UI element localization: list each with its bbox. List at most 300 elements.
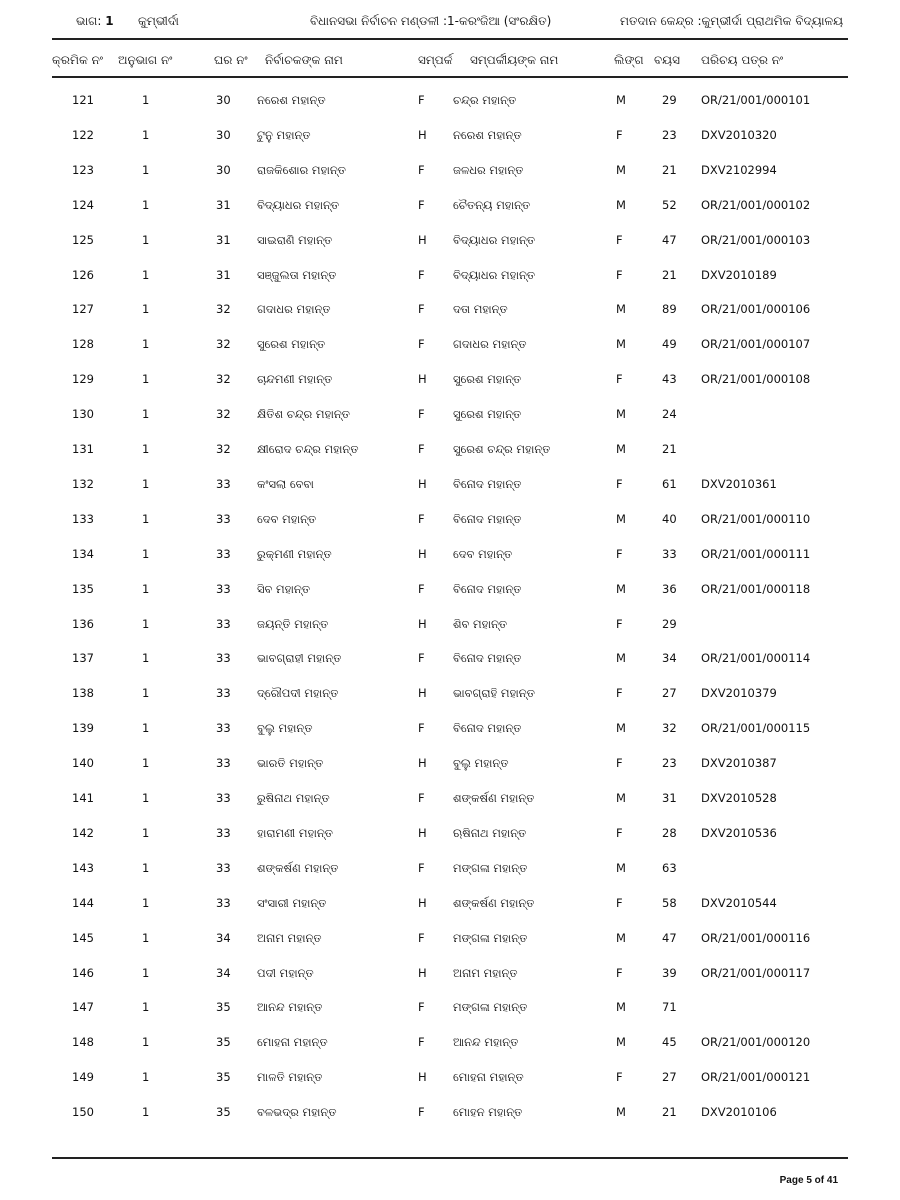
row-gender: F	[616, 267, 623, 282]
table-row	[0, 721, 900, 741]
row-age: 47	[662, 930, 677, 945]
row-serial: 127	[72, 302, 94, 317]
row-section: 1	[142, 476, 150, 491]
row-gender: M	[616, 93, 626, 107]
row-id-card: DXV2010189	[701, 267, 777, 282]
row-section: 1	[142, 127, 150, 142]
row-voter-name: ଭାବଗ୍ରାହୀ ମହାନ୍ତ	[257, 651, 342, 666]
row-section: 1	[142, 546, 150, 561]
row-relation: H	[418, 825, 427, 840]
row-serial: 135	[72, 581, 94, 596]
table-row	[0, 372, 900, 392]
row-age: 34	[662, 651, 677, 666]
row-voter-name: ଭାରତି ମହାନ୍ତ	[257, 756, 324, 771]
col-section-header: ଅନୁଭାଗ ନଂ	[118, 53, 173, 67]
row-age: 36	[662, 581, 677, 596]
row-id-card: OR/21/001/000120	[701, 1035, 811, 1050]
row-section: 1	[142, 1070, 150, 1085]
row-voter-name: କ୍ଷିତିଶ ଚନ୍ଦ୍ର ମହାନ୍ତ	[257, 407, 350, 422]
row-relation: F	[418, 651, 425, 666]
row-relative-name: ସୁରେଶ ଚନ୍ଦ୍ର ମହାନ୍ତ	[453, 442, 551, 456]
row-id-card: DXV2010361	[701, 476, 777, 491]
row-relation: F	[418, 860, 425, 875]
row-age: 47	[662, 232, 677, 247]
row-gender: F	[616, 232, 623, 247]
row-relation: H	[418, 232, 427, 247]
row-id-card: OR/21/001/000115	[701, 721, 811, 736]
row-house-no: 32	[216, 407, 231, 422]
row-age: 89	[662, 302, 677, 317]
row-serial: 145	[72, 930, 94, 945]
row-age: 61	[662, 476, 677, 491]
row-id-card: DXV2010320	[701, 127, 777, 142]
row-gender: F	[616, 965, 623, 980]
row-age: 21	[662, 267, 677, 282]
row-gender: F	[616, 616, 623, 631]
row-age: 29	[662, 93, 677, 107]
row-section: 1	[142, 232, 150, 247]
row-gender: M	[616, 791, 626, 805]
row-relative-name: ଦତା ମହାନ୍ତ	[453, 302, 508, 317]
col-name-header: ନିର୍ବାଚକଙ୍କ ନାମ	[265, 53, 343, 67]
row-voter-name: ସାଇରାଣି ମହାନ୍ତ	[257, 232, 333, 247]
row-relation: H	[418, 965, 427, 980]
table-row	[0, 93, 900, 113]
row-serial: 129	[72, 372, 94, 387]
row-id-card: OR/21/001/000103	[701, 232, 811, 247]
row-voter-name: ରାଜକିଶୋର ମହାନ୍ତ	[257, 162, 346, 177]
row-house-no: 32	[216, 442, 231, 456]
row-voter-name: ବୁଲୁ ମହାନ୍ତ	[257, 721, 313, 736]
table-row	[0, 302, 900, 322]
row-relation: F	[418, 442, 425, 456]
row-id-card: OR/21/001/000116	[701, 930, 811, 945]
table-row	[0, 1000, 900, 1020]
row-gender: M	[616, 1105, 626, 1120]
row-section: 1	[142, 895, 150, 910]
row-gender: M	[616, 930, 626, 945]
row-house-no: 32	[216, 372, 231, 387]
row-house-no: 33	[216, 860, 231, 875]
row-house-no: 33	[216, 721, 231, 736]
row-id-card: OR/21/001/000102	[701, 197, 811, 212]
row-gender: F	[616, 825, 623, 840]
row-relation: F	[418, 1035, 425, 1050]
row-voter-name: ଟୁନୁ ମହାନ୍ତ	[257, 127, 311, 142]
row-serial: 141	[72, 791, 94, 805]
table-row	[0, 896, 900, 916]
table-row	[0, 512, 900, 532]
row-serial: 139	[72, 721, 94, 736]
row-id-card: DXV2010528	[701, 791, 777, 805]
row-gender: F	[616, 546, 623, 561]
row-gender: F	[616, 686, 623, 701]
part-label-text: ଭାଗ:	[76, 14, 102, 28]
table-row	[0, 826, 900, 846]
row-section: 1	[142, 686, 150, 701]
row-relative-name: ବୁଲୁ ମହାନ୍ତ	[453, 756, 509, 771]
row-gender: M	[616, 197, 626, 212]
polling-station: ମତଦାନ କେନ୍ଦ୍ର :କୁମ୍ଭୀର୍ଦା ପ୍ରାଥମିକ ବିଦ୍ୟାଳୟ	[620, 14, 843, 28]
row-house-no: 35	[216, 1070, 231, 1085]
row-house-no: 33	[216, 511, 231, 526]
row-serial: 147	[72, 1000, 94, 1015]
row-relation: H	[418, 1070, 427, 1085]
table-row	[0, 198, 900, 218]
row-section: 1	[142, 825, 150, 840]
row-age: 45	[662, 1035, 677, 1050]
row-relation: F	[418, 93, 425, 107]
row-gender: M	[616, 162, 626, 177]
row-house-no: 34	[216, 965, 231, 980]
row-relative-name: ଶିବ ମହାନ୍ତ	[453, 616, 508, 631]
row-house-no: 32	[216, 337, 231, 352]
row-voter-name: ସଞ୍ଜୁଲତା ମହାନ୍ତ	[257, 267, 337, 282]
header-top-rule	[52, 38, 848, 40]
row-age: 23	[662, 127, 677, 142]
row-house-no: 31	[216, 197, 231, 212]
row-voter-name: ଚାନ୍ଦମଣୀ ମହାନ୍ତ	[257, 372, 333, 387]
row-voter-name: ସିବ ମହାନ୍ତ	[257, 581, 311, 596]
col-relation-header: ସମ୍ପର୍କ	[418, 53, 453, 67]
row-gender: M	[616, 651, 626, 666]
row-house-no: 33	[216, 686, 231, 701]
row-section: 1	[142, 860, 150, 875]
row-relative-name: ବିନୋଦ ମହାନ୍ତ	[453, 721, 522, 736]
row-gender: M	[616, 302, 626, 317]
row-relation: F	[418, 267, 425, 282]
row-voter-name: ମାଳତି ମହାନ୍ତ	[257, 1070, 323, 1085]
row-age: 32	[662, 721, 677, 736]
row-gender: M	[616, 337, 626, 352]
row-section: 1	[142, 372, 150, 387]
row-id-card: OR/21/001/000106	[701, 302, 811, 317]
row-section: 1	[142, 442, 150, 456]
row-serial: 134	[72, 546, 94, 561]
row-section: 1	[142, 1000, 150, 1015]
row-id-card: DXV2010106	[701, 1105, 777, 1120]
row-section: 1	[142, 1035, 150, 1050]
row-relation: H	[418, 616, 427, 631]
table-row	[0, 268, 900, 288]
row-age: 39	[662, 965, 677, 980]
table-row	[0, 407, 900, 427]
row-relative-name: ମଙ୍ଗଳା ମହାନ୍ତ	[453, 860, 528, 875]
row-relation: H	[418, 686, 427, 701]
row-voter-name: ଶଙ୍କର୍ଷଣ ମହାନ୍ତ	[257, 860, 339, 875]
row-relative-name: ଦେବ ମହାନ୍ତ	[453, 546, 513, 561]
column-header-rule	[52, 76, 848, 78]
row-relation: F	[418, 721, 425, 736]
table-row	[0, 477, 900, 497]
row-section: 1	[142, 511, 150, 526]
row-section: 1	[142, 267, 150, 282]
row-house-no: 30	[216, 162, 231, 177]
row-serial: 131	[72, 442, 94, 456]
row-id-card: DXV2010379	[701, 686, 777, 701]
row-relative-name: ଜଳଧର ମହାନ୍ତ	[453, 162, 524, 177]
row-serial: 123	[72, 162, 94, 177]
row-section: 1	[142, 616, 150, 631]
row-serial: 133	[72, 511, 94, 526]
row-voter-name: ବିଦ୍ୟାଧର ମହାନ୍ତ	[257, 197, 340, 212]
row-relation: F	[418, 791, 425, 805]
row-relation: H	[418, 372, 427, 387]
row-relative-name: ବିନୋଦ ମହାନ୍ତ	[453, 651, 522, 666]
row-relative-name: ବିନୋଦ ମହାନ୍ତ	[453, 476, 522, 491]
row-serial: 149	[72, 1070, 94, 1085]
constituency-title: ବିଧାନସଭା ନିର୍ବାଚନ ମଣ୍ଡଳୀ :1-କରଂଜିଆ (ସଂରକ୍ଷିତ)	[310, 14, 552, 28]
row-serial: 148	[72, 1035, 94, 1050]
row-house-no: 30	[216, 93, 231, 107]
row-section: 1	[142, 651, 150, 666]
row-serial: 132	[72, 476, 94, 491]
row-gender: F	[616, 372, 623, 387]
row-section: 1	[142, 721, 150, 736]
row-age: 33	[662, 546, 677, 561]
row-voter-name: ସୁରେଶ ମହାନ୍ତ	[257, 337, 326, 352]
table-row	[0, 233, 900, 253]
row-voter-name: ସଂସାରୀ ମହାନ୍ତ	[257, 895, 327, 910]
row-section: 1	[142, 93, 150, 107]
row-house-no: 31	[216, 267, 231, 282]
row-voter-name: ଅନାମ ମହାନ୍ତ	[257, 930, 322, 945]
row-relative-name: ମଙ୍ଗଳା ମହାନ୍ତ	[453, 1000, 528, 1015]
row-house-no: 33	[216, 791, 231, 805]
row-relation: F	[418, 337, 425, 352]
row-id-card: OR/21/001/000110	[701, 511, 811, 526]
row-section: 1	[142, 965, 150, 980]
row-relative-name: ବିନୋଦ ମହାନ୍ତ	[453, 511, 522, 526]
row-relative-name: ଗଦାଧର ମହାନ୍ତ	[453, 337, 527, 352]
row-age: 27	[662, 1070, 677, 1085]
row-relation: F	[418, 302, 425, 317]
row-house-no: 33	[216, 651, 231, 666]
row-serial: 137	[72, 651, 94, 666]
row-voter-name: ରୁଷିନାଥ ମହାନ୍ତ	[257, 791, 330, 805]
row-age: 43	[662, 372, 677, 387]
row-gender: F	[616, 127, 623, 142]
row-house-no: 30	[216, 127, 231, 142]
row-id-card: OR/21/001/000117	[701, 965, 811, 980]
row-serial: 122	[72, 127, 94, 142]
row-relation: F	[418, 930, 425, 945]
row-house-no: 31	[216, 232, 231, 247]
row-relation: F	[418, 407, 425, 422]
table-row	[0, 547, 900, 567]
table-row	[0, 651, 900, 671]
row-gender: F	[616, 895, 623, 910]
row-house-no: 35	[216, 1000, 231, 1015]
table-row	[0, 128, 900, 148]
row-gender: M	[616, 407, 626, 422]
row-id-card: OR/21/001/000107	[701, 337, 811, 352]
row-relative-name: ଆନନ୍ଦ ମହାନ୍ତ	[453, 1035, 519, 1050]
row-age: 29	[662, 616, 677, 631]
row-relative-name: ମଙ୍ଗଳା ମହାନ୍ତ	[453, 930, 528, 945]
village-name: କୁମ୍ଭୀର୍ଦା	[138, 14, 179, 28]
row-relation: H	[418, 895, 427, 910]
row-relation: F	[418, 197, 425, 212]
col-age-header: ବୟସ	[654, 53, 680, 67]
row-house-no: 33	[216, 476, 231, 491]
row-serial: 136	[72, 616, 94, 631]
row-section: 1	[142, 407, 150, 422]
row-relation: H	[418, 546, 427, 561]
row-relative-name: ସୁରେଶ ମହାନ୍ତ	[453, 407, 522, 422]
row-gender: M	[616, 1035, 626, 1050]
row-voter-name: ଦ୍ରୌପଦୀ ମହାନ୍ତ	[257, 686, 339, 701]
row-gender: F	[616, 476, 623, 491]
part-label	[76, 14, 114, 29]
row-gender: M	[616, 581, 626, 596]
row-age: 21	[662, 162, 677, 177]
row-relative-name: ବିନୋଦ ମହାନ୍ତ	[453, 581, 522, 596]
row-age: 71	[662, 1000, 677, 1015]
row-house-no: 33	[216, 581, 231, 596]
row-house-no: 33	[216, 616, 231, 631]
row-age: 21	[662, 442, 677, 456]
row-section: 1	[142, 1105, 150, 1120]
table-row	[0, 1105, 900, 1125]
row-relation: H	[418, 476, 427, 491]
row-relation: F	[418, 1000, 425, 1015]
row-voter-name: ପଦୀ ମହାନ୍ତ	[257, 965, 314, 980]
row-gender: M	[616, 721, 626, 736]
row-serial: 144	[72, 895, 94, 910]
row-serial: 126	[72, 267, 94, 282]
row-id-card: OR/21/001/000114	[701, 651, 811, 666]
row-house-no: 33	[216, 756, 231, 771]
row-relation: F	[418, 162, 425, 177]
row-gender: M	[616, 860, 626, 875]
table-row	[0, 861, 900, 881]
row-serial: 142	[72, 825, 94, 840]
row-age: 63	[662, 860, 677, 875]
row-voter-name: ଜୟନ୍ତି ମହାନ୍ତ	[257, 616, 329, 631]
row-serial: 125	[72, 232, 94, 247]
row-relative-name: ସୁରେଶ ମହାନ୍ତ	[453, 372, 522, 387]
table-row	[0, 163, 900, 183]
row-age: 27	[662, 686, 677, 701]
table-row	[0, 337, 900, 357]
row-section: 1	[142, 756, 150, 771]
row-serial: 138	[72, 686, 94, 701]
row-serial: 146	[72, 965, 94, 980]
table-row	[0, 791, 900, 811]
row-section: 1	[142, 302, 150, 317]
row-voter-name: ମୋହନା ମହାନ୍ତ	[257, 1035, 328, 1050]
row-serial: 150	[72, 1105, 94, 1120]
row-gender: M	[616, 442, 626, 456]
row-relative-name: ବିଦ୍ୟାଧର ମହାନ୍ତ	[453, 267, 536, 282]
row-age: 23	[662, 756, 677, 771]
row-relative-name: ଶଙ୍କର୍ଷଣ ମହାନ୍ତ	[453, 791, 535, 805]
row-age: 52	[662, 197, 677, 212]
page-number: Page 5 of 41	[779, 1175, 838, 1186]
table-row	[0, 756, 900, 776]
part-number: 1	[105, 14, 114, 28]
row-voter-name: ଦେବ ମହାନ୍ତ	[257, 511, 317, 526]
table-row	[0, 582, 900, 602]
row-relative-name: ଚନ୍ଦ୍ର ମହାନ୍ତ	[453, 93, 517, 107]
row-id-card: OR/21/001/000118	[701, 581, 811, 596]
table-row	[0, 617, 900, 637]
row-id-card: OR/21/001/000121	[701, 1070, 811, 1085]
row-id-card: DXV2010387	[701, 756, 777, 771]
table-row	[0, 442, 900, 462]
table-row	[0, 966, 900, 986]
row-serial: 140	[72, 756, 94, 771]
row-relation: F	[418, 511, 425, 526]
row-relative-name: ମୋହନ ମହାନ୍ତ	[453, 1105, 523, 1120]
row-id-card: DXV2102994	[701, 162, 777, 177]
row-age: 58	[662, 895, 677, 910]
row-house-no: 34	[216, 930, 231, 945]
row-serial: 128	[72, 337, 94, 352]
row-relative-name: ଅନାମ ମହାନ୍ତ	[453, 965, 518, 980]
row-id-card: DXV2010536	[701, 825, 777, 840]
row-age: 31	[662, 791, 677, 805]
row-relative-name: ଶଙ୍କର୍ଷଣ ମହାନ୍ତ	[453, 895, 535, 910]
row-house-no: 33	[216, 895, 231, 910]
row-relation: F	[418, 1105, 425, 1120]
row-house-no: 35	[216, 1035, 231, 1050]
row-relative-name: ଚୈତନ୍ୟ ମହାନ୍ତ	[453, 197, 531, 212]
col-serial-header: କ୍ରମିକ ନଂ	[52, 53, 103, 67]
row-id-card: OR/21/001/000108	[701, 372, 811, 387]
row-serial: 121	[72, 93, 94, 107]
row-relative-name: ଋଷିନାଥ ମହାନ୍ତ	[453, 825, 527, 840]
row-gender: M	[616, 1000, 626, 1015]
row-voter-name: ହାରାମଣୀ ମହାନ୍ତ	[257, 825, 333, 840]
row-id-card: DXV2010544	[701, 895, 777, 910]
table-row	[0, 1070, 900, 1090]
col-relative-name-header: ସମ୍ପର୍କୀୟଙ୍କ ନାମ	[470, 53, 559, 67]
row-gender: M	[616, 511, 626, 526]
table-row	[0, 931, 900, 951]
row-serial: 124	[72, 197, 94, 212]
row-relative-name: ମୋହନା ମହାନ୍ତ	[453, 1070, 524, 1085]
row-relative-name: ବିଦ୍ୟାଧର ମହାନ୍ତ	[453, 232, 536, 247]
row-voter-name: ଆନନ୍ଦ ମହାନ୍ତ	[257, 1000, 323, 1015]
row-section: 1	[142, 581, 150, 596]
row-house-no: 33	[216, 825, 231, 840]
row-age: 49	[662, 337, 677, 352]
col-id-card-header: ପରିଚୟ ପତ୍ର ନଂ	[701, 53, 784, 67]
row-voter-name: କଂସଲା ବେବା	[257, 476, 314, 491]
col-house-header: ଘର ନଂ	[214, 53, 248, 67]
row-section: 1	[142, 791, 150, 805]
row-house-no: 32	[216, 302, 231, 317]
row-relation: H	[418, 127, 427, 142]
row-gender: F	[616, 1070, 623, 1085]
row-voter-name: ଗଦାଧର ମହାନ୍ତ	[257, 302, 331, 317]
row-section: 1	[142, 162, 150, 177]
footer-rule	[52, 1157, 848, 1159]
table-row	[0, 1035, 900, 1055]
col-gender-header: ଲିଙ୍ଗ	[614, 53, 644, 67]
row-house-no: 35	[216, 1105, 231, 1120]
row-relation: F	[418, 581, 425, 596]
row-house-no: 33	[216, 546, 231, 561]
table-row	[0, 686, 900, 706]
row-section: 1	[142, 197, 150, 212]
row-voter-name: ରୁକ୍ମଣୀ ମହାନ୍ତ	[257, 546, 332, 561]
row-age: 40	[662, 511, 677, 526]
row-relative-name: ଭାବଗ୍ରାହି ମହାନ୍ତ	[453, 686, 535, 701]
row-relative-name: ନରେଶ ମହାନ୍ତ	[453, 127, 522, 142]
